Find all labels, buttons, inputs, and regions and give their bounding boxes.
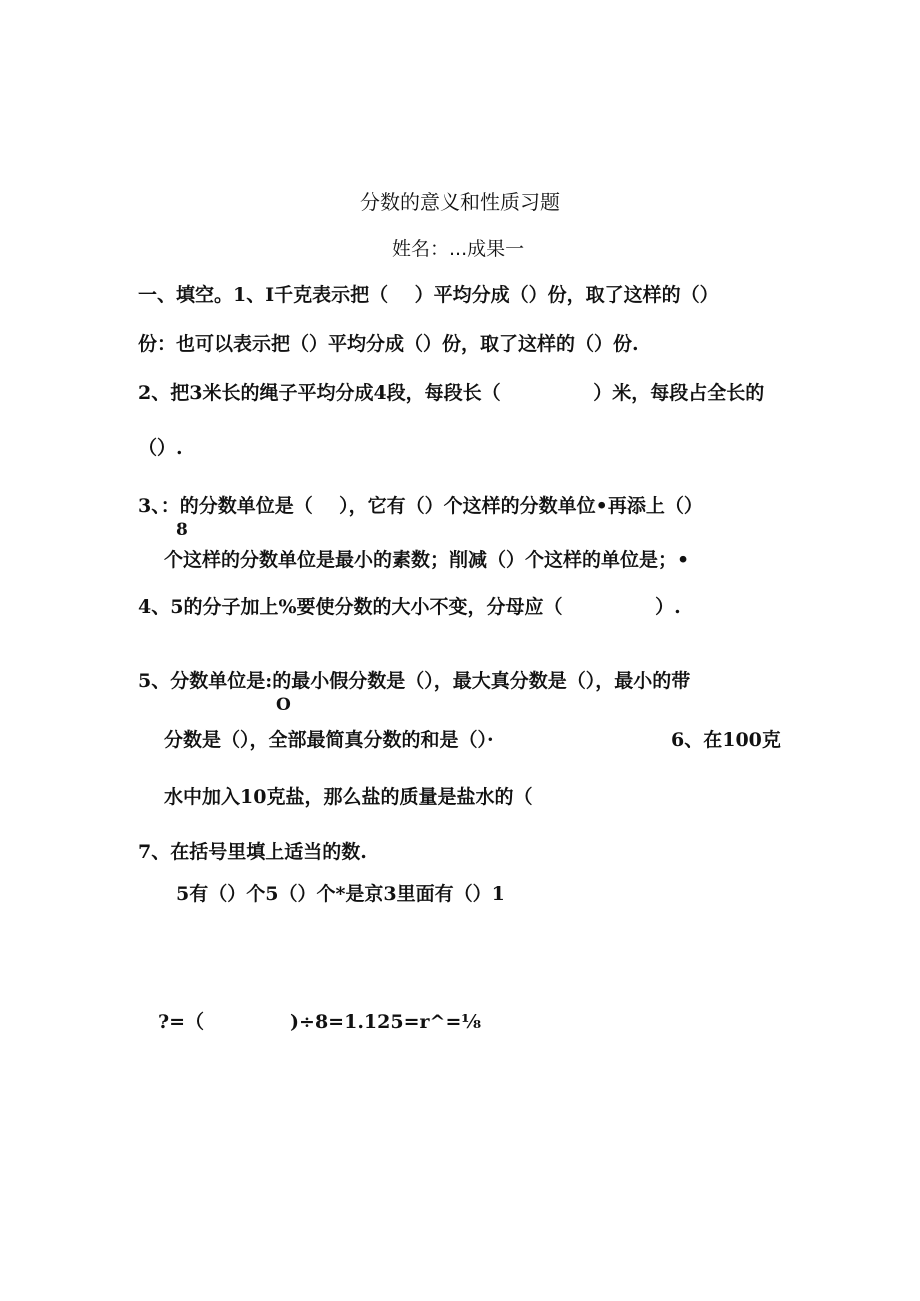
question-5-fraction-denominator: O <box>276 695 291 715</box>
question-2-line-2: （）. <box>138 437 183 459</box>
page-title: 分数的意义和性质习题 <box>360 190 560 214</box>
question-4: 4、5的分子加上%要使分数的大小不变，分母应（ ）. <box>138 596 681 618</box>
name-line: 姓名：...成果一 <box>392 238 525 260</box>
question-5-line-2: 分数是（），全部最简真分数的和是（）· <box>164 729 494 751</box>
question-1-line-1: 一、填空。1、I千克表示把（ ）平均分成（）份，取了这样的（） <box>138 284 719 306</box>
question-7-line-3: ?=（ )÷8=1.125=r^=⅛ <box>158 1011 482 1033</box>
question-6-line-2: 水中加入10克盐，那么盐的质量是盐水的（ <box>164 786 533 808</box>
question-1-line-2: 份：也可以表示把（）平均分成（）份，取了这样的（）份. <box>138 333 639 355</box>
question-3-fraction-denominator: 8 <box>176 520 188 540</box>
question-2-line-1: 2、把3米长的绳子平均分成4段，每段长（ ）米，每段占全长的 <box>138 382 765 404</box>
question-6-line-1: 6、在100克 <box>671 729 781 751</box>
question-3-line-1: 3、：的分数单位是（ ），它有（）个这样的分数单位•再添上（） <box>138 495 703 517</box>
question-5-line-1: 5、分数单位是:的最小假分数是（），最大真分数是（），最小的带 <box>138 670 691 692</box>
question-7-line-1: 7、在括号里填上适当的数. <box>138 841 367 863</box>
question-7-line-2: 5有（）个5（）个*是京3里面有（）1 <box>176 883 505 905</box>
question-3-line-2: 个这样的分数单位是最小的素数；削减（）个这样的单位是；• <box>164 549 690 571</box>
